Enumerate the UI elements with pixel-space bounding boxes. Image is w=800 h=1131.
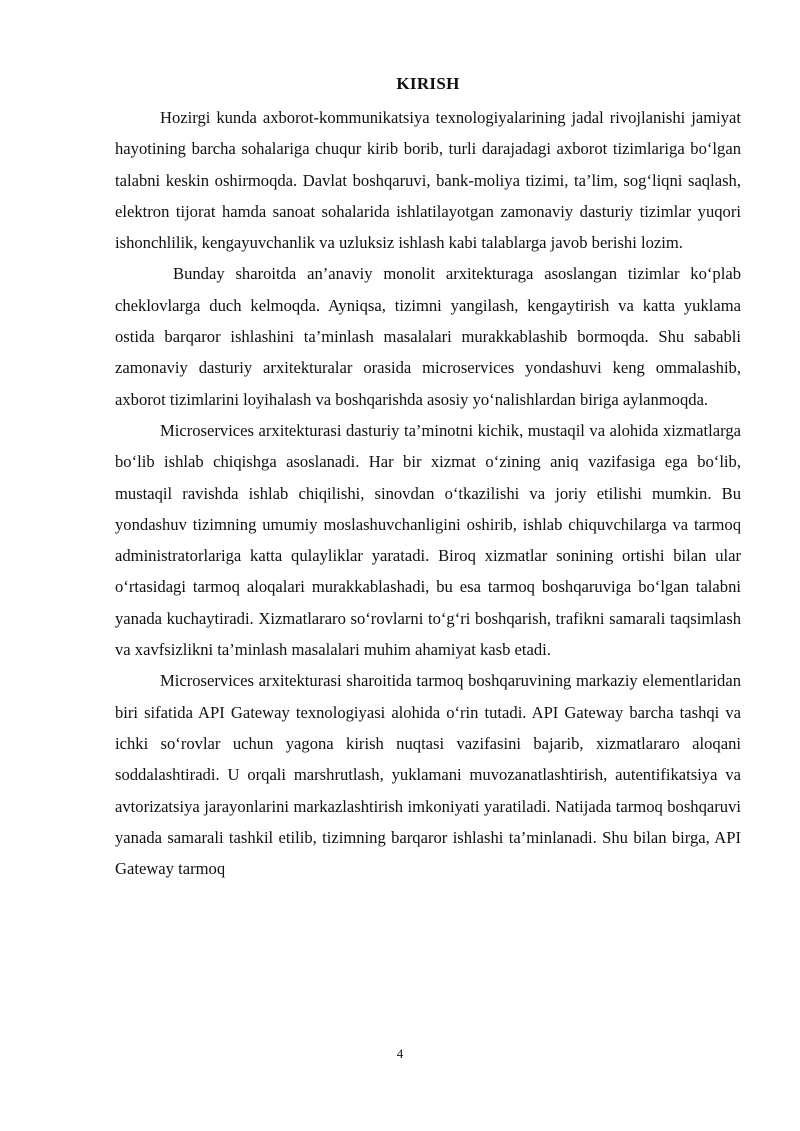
section-title: KIRISH xyxy=(396,74,460,93)
page-number: 4 xyxy=(396,1046,404,1061)
paragraph-1: Hozirgi kunda axborot-kommunikatsiya texnologiyalarining jadal rivojlanishi jamiyat hayotining barcha sohalariga chuqur kirib borib, turli darajadagi axborot tizimlariga bo‘lgan talabni keskin oshirmoqda. Davlat boshqaruvi, bank-moliya tizimi, ta’lim, sog‘liqni saqlash, elektron tijorat hamda sanoat sohalarida ishlatilayotgan zamonaviy dasturiy tizimlar yuqori ishonchlilik, kengayuvchanlik va uzluksiz ishlash kabi talablarga javob berishi lozim. xyxy=(115,108,741,253)
paragraph-2: Bunday sharoitda an’anaviy monolit arxitekturaga asoslangan tizimlar ko‘plab cheklovlarga duch kelmoqda. Ayniqsa, tizimni yangilash, kengaytirish va katta yuklama ostida barqaror ishlashini ta’minlash masalalari murakkablashib bormoqda. Shu sababli zamonaviy dasturiy arxitekturalar orasida microservices yondashuvi keng ommalashib, axborot tizimlarini loyihalash va boshqarishda asosiy yo‘nalishlardan biriga aylanmoqda. xyxy=(115,264,741,409)
paragraph-4: Microservices arxitekturasi sharoitida tarmoq boshqaruvining markaziy elementlaridan biri sifatida API Gateway texnologiyasi alohida o‘rin tutadi. API Gateway barcha tashqi va ichki so‘rovlar uchun yagona kirish nuqtasi vazifasini bajarib, xizmatlararo aloqani soddalashtiradi. U orqali marshrutlash, yuklamani muvozanatlashtirish, autentifikatsiya va avtorizatsiya jarayonlarini markazlashtirish imkoniyati yaratiladi. Natijada tarmoq boshqaruvi yanada samarali tashkil etilib, tizimning barqaror ishlashi ta’minlanadi. Shu bilan birga, API Gateway tarmoq xyxy=(115,671,741,879)
document-page xyxy=(115,72,741,884)
paragraph-3: Microservices arxitekturasi dasturiy ta’minotni kichik, mustaqil va alohida xizmatlarga bo‘lib ishlab chiqishga asoslanadi. Har bir xizmat o‘zining aniq vazifasiga ega bo‘lib, mustaqil ravishda ishlab chiqilishi, sinovdan o‘tkazilishi va joriy etilishi mumkin. Bu yondashuv tizimning umumiy moslashuvchanligini oshirib, ishlab chiquvchilarga va tarmoq administratorlariga katta qulayliklar yaratadi. Biroq xizmatlar sonining ortishi bilan ular o‘rtasidagi tarmoq aloqalari murakkablashadi, bu esa tarmoq boshqaruviga bo‘lgan talabni yanada kuchaytiradi. Xizmatlararo so‘rovlarni to‘g‘ri boshqarish, trafikni samarali taqsimlash va xavfsizlikni ta’minlash masalalari muhim ahamiyat kasb etadi. xyxy=(115,420,741,660)
